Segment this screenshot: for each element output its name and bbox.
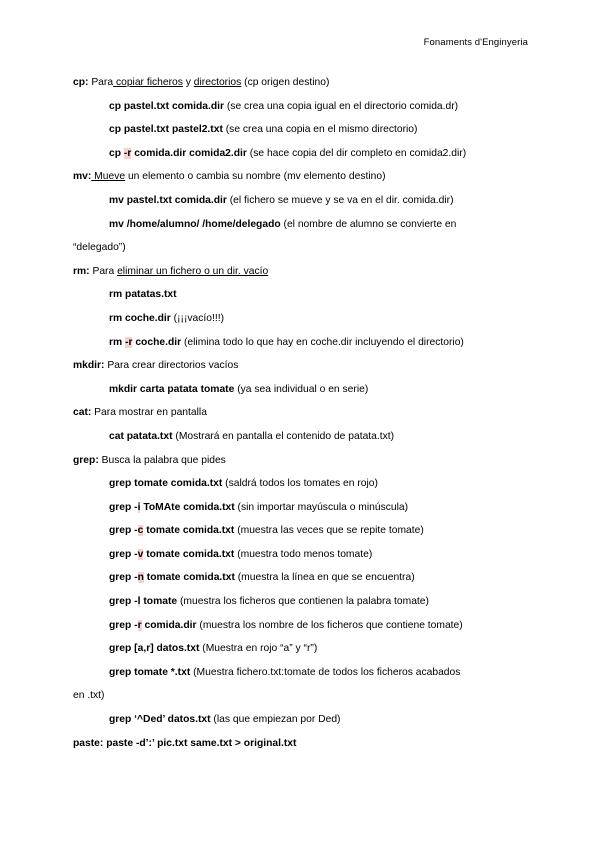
grep-example-8: grep [a,r] datos.txt (Muestra en rojo “a” y “r”) (109, 643, 318, 655)
page-header: Fonaments d'Enginyeria (423, 37, 528, 48)
flag-highlight: r (137, 619, 142, 631)
grep-example-1: grep tomate comida.txt (saldrá todos los tomates en rojo) (109, 478, 378, 490)
rm-example-1: rm patatas.txt (109, 289, 177, 301)
grep-command: grep: (73, 454, 99, 466)
grep-example-10: grep ‘^Ded’ datos.txt (las que empiezan por Ded) (109, 714, 341, 726)
eliminar-link: eliminar un fichero o un dir. vacío (117, 265, 269, 277)
grep-example-5: grep -n tomate comida.txt (muestra la línea en que se encuentra) (109, 572, 415, 584)
rm-example-2: rm coche.dir (¡¡¡vacío!!!) (109, 312, 225, 324)
mkdir-example-1: mkdir carta patata tomate (ya sea individual o en serie) (109, 383, 369, 395)
cp-command: cp: (73, 77, 89, 88)
cp-example-1: cp pastel.txt comida.dir (se crea una copia igual en el directorio comida.dr) (109, 100, 459, 112)
flag-highlight: -r (123, 147, 132, 159)
flag-highlight: c (137, 525, 144, 537)
mv-example-1: mv pastel.txt comida.dir (el fichero se mueve y se va en el dir. comida.dir) (109, 194, 454, 206)
cat-example-1: cat patata.txt (Mostrará en pantalla el contenido de patata.txt) (109, 430, 395, 442)
copiar-ficheros-link: copiar ficheros (113, 77, 183, 88)
paste-command: paste: (73, 737, 104, 749)
grep-example-2: grep -i ToMAte comida.txt (sin importar mayúscula o minúscula) (109, 501, 409, 513)
grep-example-9: grep tomate *.txt (Muestra fichero.txt:tomate de todos los ficheros acabados (109, 666, 461, 678)
rm-command: rm: (73, 265, 90, 277)
cp-example-2: cp pastel.txt pastel2.txt (se crea una copia en el mismo directorio) (109, 124, 418, 136)
mueve-link: Mueve (91, 171, 126, 183)
mkdir-command: mkdir: (73, 360, 105, 372)
paste-heading: paste: paste -d’:’ pic.txt same.txt > original.txt (73, 737, 297, 749)
flag-highlight: l (137, 596, 141, 608)
grep-heading: grep: Busca la palabra que pides (73, 454, 226, 466)
rm-example-3: rm -r coche.dir (elimina todo lo que hay en coche.dir incluyendo el directorio) (109, 336, 464, 348)
cp-heading: cp: Para copiar ficheros y directorios (cp origen destino) (73, 77, 330, 88)
grep-example-6: grep -l tomate (muestra los ficheros que contienen la palabra tomate) (109, 596, 429, 608)
mv-command: mv: (73, 171, 92, 183)
mv-heading: mv: Mueve un elemento o cambia su nombre (mv elemento destino) (73, 171, 386, 183)
rm-heading: rm: Para eliminar un fichero o un dir. vacío (73, 265, 269, 277)
flag-highlight: -r (125, 336, 133, 348)
mv-example-2: mv /home/alumno/ /home/delegado (el nombre de alumno se convierte en (109, 218, 457, 230)
cat-command: cat: (73, 407, 92, 419)
cat-heading: cat: Para mostrar en pantalla (73, 407, 207, 419)
flag-highlight: i (137, 501, 141, 513)
document-body (73, 71, 533, 755)
flag-highlight: v (137, 548, 144, 560)
mkdir-heading: mkdir: Para crear directorios vacíos (73, 360, 239, 372)
grep-example-4: grep -v tomate comida.txt (muestra todo menos tomate) (109, 548, 373, 560)
grep-example-3: grep -c tomate comida.txt (muestra las veces que se repite tomate) (109, 525, 424, 537)
cp-example-3: cp -r comida.dir comida2.dir (se hace copia del dir completo en comida2.dir) (109, 147, 467, 159)
grep-example-7: grep -r comida.dir (muestra los nombre de los ficheros que contiene tomate) (109, 619, 463, 631)
mv-example-2-cont: “delegado”) (73, 242, 126, 254)
grep-example-9-cont: en .txt) (73, 690, 105, 702)
flag-highlight: n (137, 572, 144, 584)
directorios-link: directorios (193, 77, 242, 88)
